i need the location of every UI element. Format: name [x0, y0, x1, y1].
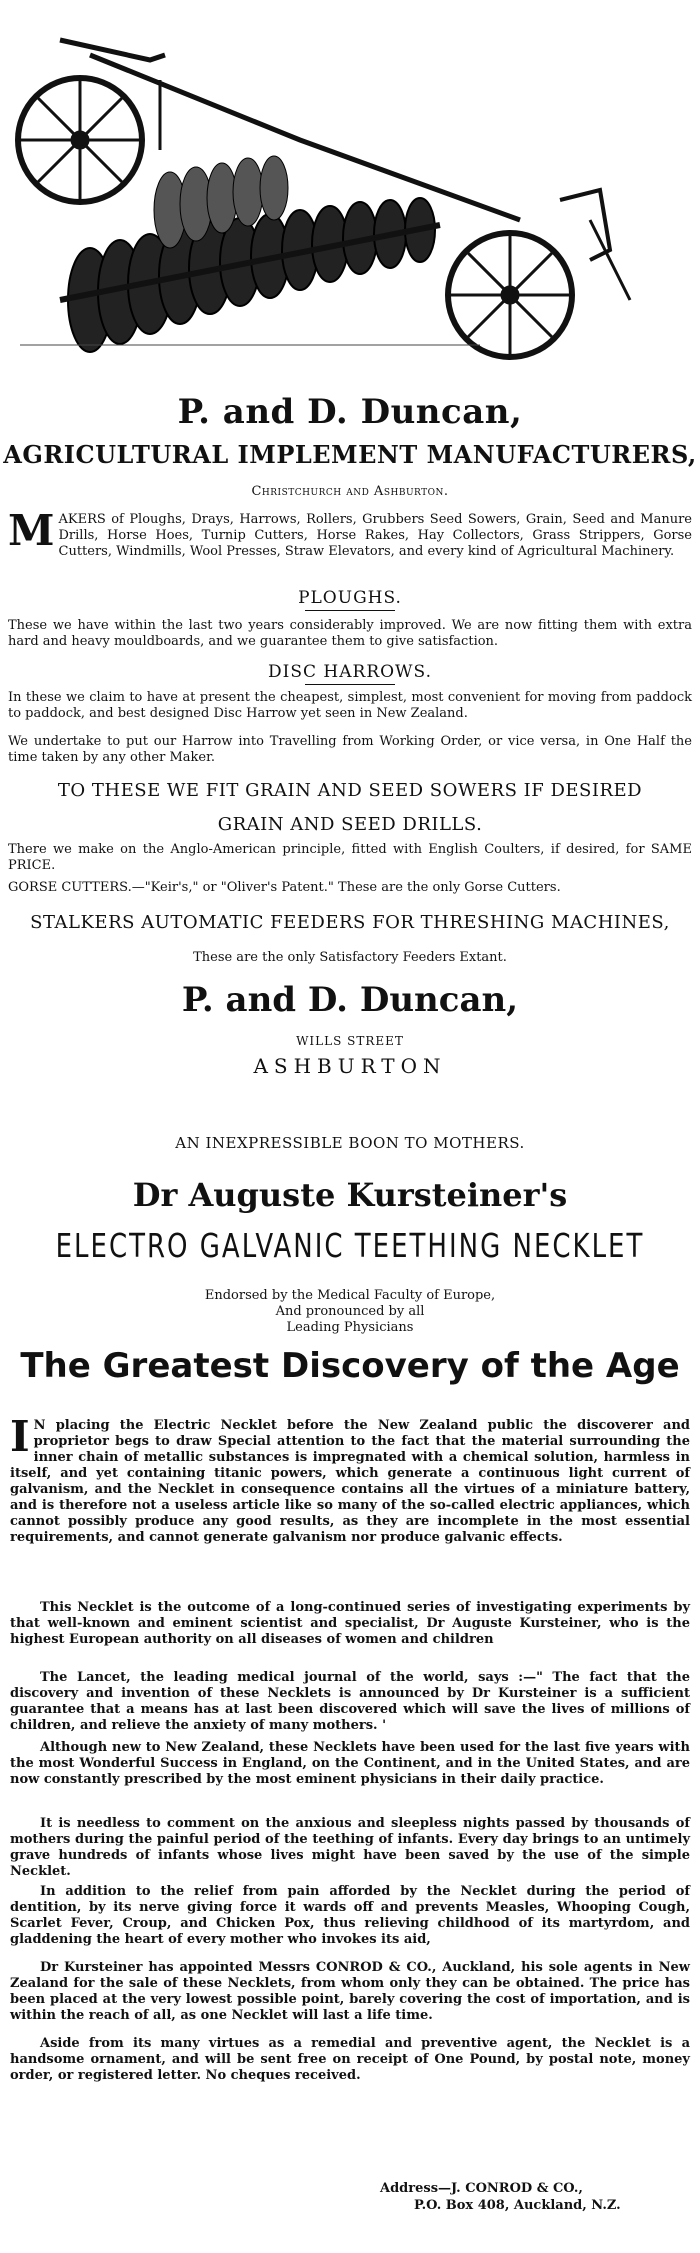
company-tagline: AGRICULTURAL IMPLEMENT MANUFACTURERS, [3, 440, 697, 469]
paragraph-8-text: Aside from its many virtues as a remedial and preventive agent, the Necklet is a handsome ornament, and will be sent free on receipt of One Pound, by postal note, money order, or registered letter. No cheques received. [10, 2036, 690, 2083]
paragraph-2-text: This Necklet is the outcome of a long-continued series of investigating experiments by that well-known and eminent scientist and specialist, Dr Auguste Kursteiner, who is the highest European authority on all diseases of women and children [10, 1600, 690, 1647]
address-line-2: P.O. Box 408, Auckland, N.Z. [414, 2198, 621, 2213]
disc-harrow-engraving [0, 0, 700, 370]
street-address: WILLS STREET [296, 1034, 404, 1048]
gorse-paragraph: GORSE CUTTERS.—"Keir's," or "Oliver's Patent." These are the only Gorse Cutters. [8, 880, 561, 895]
paragraph-1-text: N placing the Electric Necklet before the New Zealand public the discoverer and proprietor begs to draw Special attention to the fact that the material surrounding the inner chain of metallic substances is impregnated with a chemical solution, harmless in itself, and yet containing titanic powers, which generate a continuous light current of galvanism, and the Necklet in consequence contains all the virtues of a miniature battery, and is therefore not a useless article like so many of the so-called electric appliances, which cannot possibly produce any good results, as they are incomplete in the most essential requirements, and cannot generate galvanism nor produce galvanic effects. [10, 1418, 690, 1545]
necklet-paragraph-1 [10, 1412, 690, 1546]
disc-heading-text: DISC HARROWS. [268, 662, 432, 682]
dropcap: I [10, 1412, 30, 1461]
endorse-line-1: Endorsed by the Medical Faculty of Europe, [204, 1288, 496, 1303]
paragraph-3-text: The Lancet, the leading medical journal of the world, says :—" The fact that the discovery and invention of these Necklets is announced by Dr Kursteiner is a sufficient guarantee that a means has at last been discovered which will save the lives of millions of children, and relieve the anxiety of many mothers. ' [10, 1670, 690, 1733]
feeders-line: These are the only Satisfactory Feeders Extant. [193, 950, 507, 965]
endorse-line-3: Leading Physicians [286, 1320, 414, 1335]
town-name: ASHBURTON [253, 1054, 447, 1078]
endorsement [0, 1288, 700, 1336]
dropcap: M [8, 506, 55, 555]
drills-heading: GRAIN AND SEED DRILLS. [217, 814, 483, 835]
paragraph-7-text: Dr Kursteiner has appointed Messrs CONROD & CO., Auckland, his sole agents in New Zealand for the sale of these Necklets, from whom only they can be obtained. The price has been placed at the very lowest possible point, barely covering the cost of importation, and is within the reach of all, as one Necklet will last a life time. [10, 1960, 690, 2023]
paragraph-6-text: In addition to the relief from pain afforded by the Necklet during the period of dentition, by its nerve giving force it wards off and prevents Measles, Whooping Cough, Scarlet Fever, Croup, and Chicken Pox, thus relieving childhood of its martyrdom, and gladdening the heart of every mother who invokes its aid, [10, 1884, 690, 1947]
necklet-paragraph-4 [10, 1740, 690, 1788]
boon-heading: AN INEXPRESSIBLE BOON TO MOTHERS. [175, 1134, 525, 1152]
fit-line: TO THESE WE FIT GRAIN AND SEED SOWERS IF DESIRED [57, 780, 643, 801]
divider [305, 684, 395, 685]
ploughs-paragraph: These we have within the last two years considerably improved. We are now fitting them with extra hard and heavy mouldboards, and we guarantee them to give satisfaction. [8, 618, 692, 649]
necklet-paragraph-3 [10, 1670, 690, 1734]
necklet-paragraph-8 [10, 2036, 690, 2084]
ploughs-heading-text: PLOUGHS. [298, 588, 402, 608]
doctor-name: Dr Auguste Kursteiner's [132, 1176, 568, 1214]
necklet-paragraph-5 [10, 1816, 690, 1880]
makers-text: AKERS of Ploughs, Drays, Harrows, Rollers, Grubbers Seed Sowers, Grain, Seed and Manure Drills, Horse Hoes, Turnip Cutters, Horse Rakes, Hay Collectors, Grass Strippers, Gorse Cutters, Windmills, Wool Presses, Straw Elevators, and every kind of Agricultural Machinery. [58, 512, 692, 559]
address-line-1: Address—J. CONROD & CO., [380, 2181, 583, 2196]
agent-address [380, 2180, 690, 2214]
paragraph-4-text: Although new to New Zealand, these Necklets have been used for the last five years with the most Wonderful Success in England, on the Continent, and in the United States, and are now constantly prescribed by the most eminent physicians in their daily practice. [10, 1740, 690, 1787]
drills-paragraph: There we make on the Anglo-American principle, fitted with English Coulters, if desired, for SAME PRICE. [8, 842, 692, 873]
disc-paragraph: In these we claim to have at present the cheapest, simplest, most convenient for moving from paddock to paddock, and best designed Disc Harrow yet seen in New Zealand. [8, 690, 692, 721]
necklet-paragraph-7 [10, 1960, 690, 2024]
makers-paragraph [8, 506, 692, 560]
stalker-line: STALKERS AUTOMATIC FEEDERS FOR THRESHING MACHINES, [30, 912, 670, 933]
headline: The Greatest Discovery of the Age [20, 1346, 680, 1386]
company-locations: Christchurch and Ashburton. [251, 484, 449, 499]
disc-harrow-illustration [0, 0, 700, 370]
company-name: P. and D. Duncan, [177, 392, 523, 432]
company-name-footer: P. and D. Duncan, [181, 980, 519, 1020]
necklet-paragraph-2 [10, 1600, 690, 1648]
ploughs-heading [0, 588, 700, 611]
divider [305, 610, 395, 611]
disc-heading [0, 662, 700, 685]
endorse-line-2: And pronounced by all [275, 1304, 425, 1319]
product-name: ELECTRO GALVANIC TEETHING NECKLET [55, 1228, 645, 1266]
necklet-paragraph-6 [10, 1884, 690, 1948]
paragraph-5-text: It is needless to comment on the anxious and sleepless nights passed by thousands of mothers during the painful period of the teething of infants. Every day brings to an untimely grave hundreds of infants whose lives might have been saved by the use of the simple Necklet. [10, 1816, 690, 1879]
undertake-paragraph: We undertake to put our Harrow into Travelling from Working Order, or vice versa, in One Half the time taken by any other Maker. [8, 734, 692, 765]
